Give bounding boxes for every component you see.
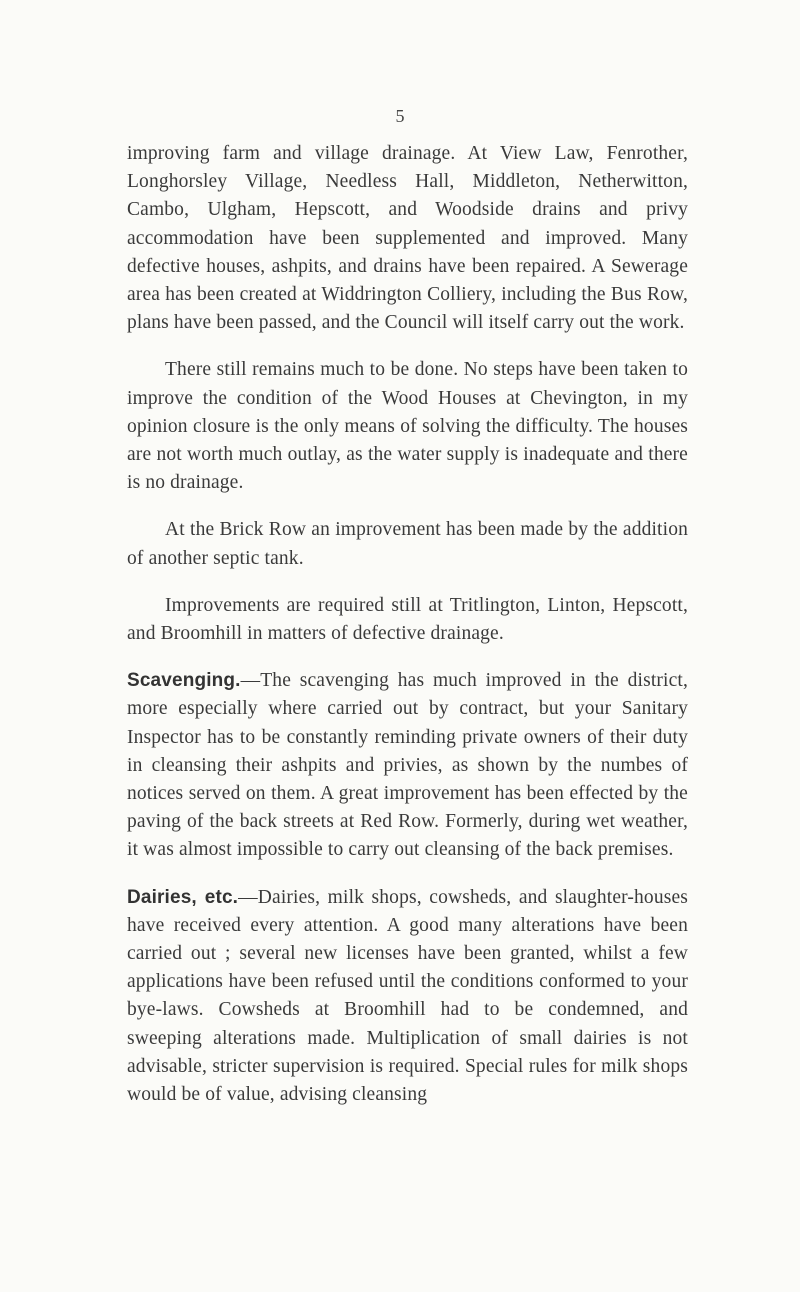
section-scavenging	[127, 667, 688, 864]
section-heading-scavenging: Scavenging.	[127, 670, 241, 692]
section-text-scavenging: The scavenging has much improved in the district, more especially where carried out by contract, but your Sanitary Inspector has to be constantly reminding private owners of their duty in cleansing their ashpits and privies, as shown by the numbes of notices served on them. A great improvement has been effected by the paving of the back streets at Red Row. Formerly, during wet weather, it was almost impossible to carry out cleansing of the back premises.	[127, 670, 688, 861]
section-dairies	[127, 884, 688, 1110]
paragraph-drainage-improvements: improving farm and village drainage. At View Law, Fenrother, Longhorsley Village, Needless Hall, Middleton, Netherwitton, Cambo, Ulgham, Hepscott, and Woodside drains and privy accommodation have been supplemented and improved. Many defective houses, ashpits, and drains have been repaired. A Sewerage area has been created at Widdrington Colliery, including the Bus Row, plans have been passed, and the Council will itself carry out the work.	[127, 143, 688, 334]
section-heading-dairies: Dairies, etc.	[127, 886, 239, 908]
paragraph-remaining-work: There still remains much to be done. No steps have been taken to improve the condition of the Wood Houses at Chevington, in my opinion closure is the only means of solving the difficulty. The houses are not worth much outlay, as the water supply is inadequate and there is no drainage.	[127, 359, 688, 494]
document-body	[127, 140, 688, 1128]
page-number: 5	[395, 106, 405, 126]
section-text-dairies: Dairies, milk shops, cowsheds, and slaughter-houses have received every attention. A good many alterations have been carried out ; several new licenses have been granted, whilst a few applications have been refused until the conditions conformed to your bye-laws. Cowsheds at Broomhill had to be condemned, and sweeping alterations made. Multiplication of small dairies is not advisable, stricter supervision is required. Special rules for milk shops would be of value, advising cleansing	[127, 886, 689, 1106]
section-separator: —	[238, 886, 258, 908]
paragraph-improvements-required: Improvements are required still at Tritlington, Linton, Hepscott, and Broomhill in matters of defective drainage.	[127, 594, 688, 645]
paragraph-brick-row: At the Brick Row an improvement has been made by the addition of another septic tank.	[127, 519, 688, 569]
section-separator: —	[240, 670, 261, 692]
